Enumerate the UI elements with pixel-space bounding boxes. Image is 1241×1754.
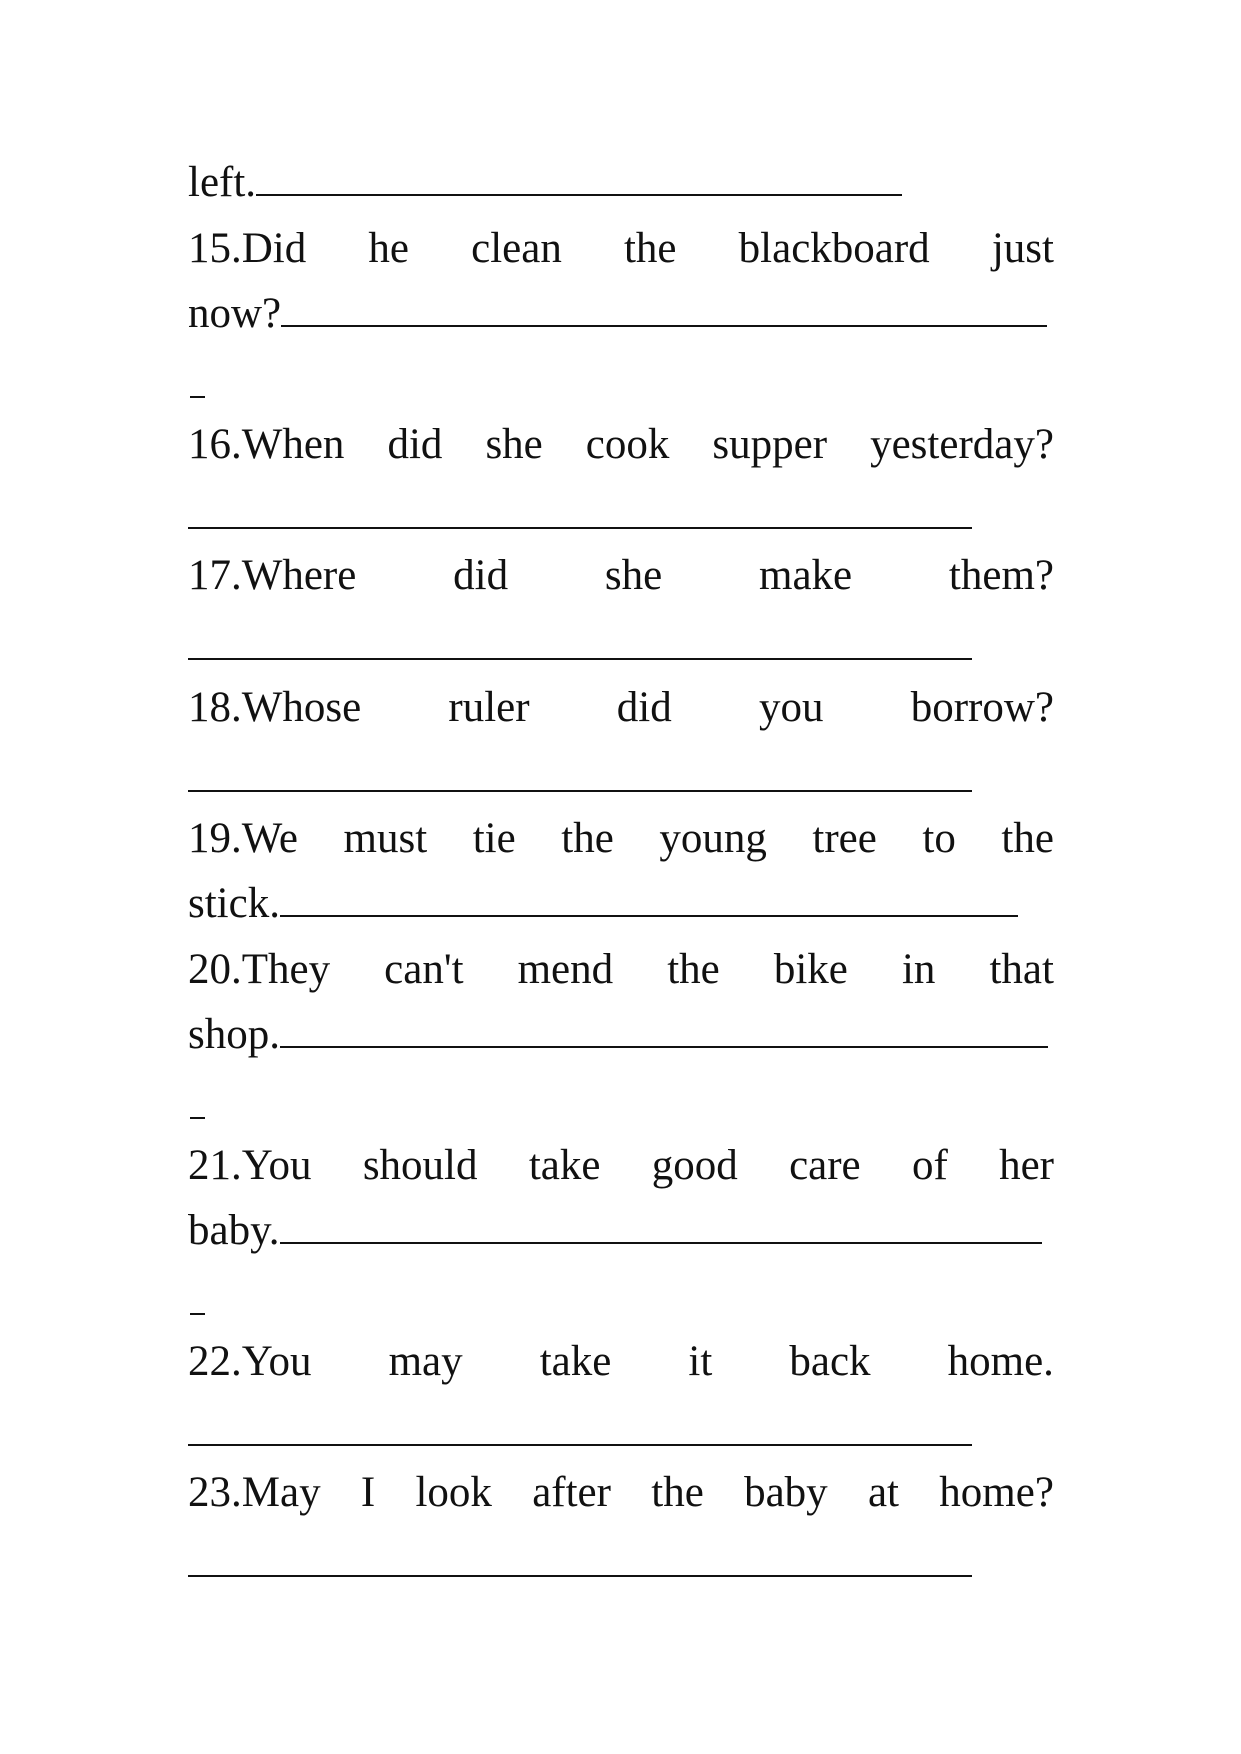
item-21-overflow-mark	[190, 1313, 205, 1315]
word: 20.They	[188, 946, 331, 993]
word: the	[667, 946, 720, 993]
word: he	[368, 225, 409, 272]
word: 17.Where	[188, 552, 357, 599]
word: bike	[773, 946, 848, 993]
item-15-question	[188, 224, 1054, 274]
item-15-overflow-mark	[190, 396, 205, 398]
item-19-tail: stick.	[188, 880, 280, 927]
word: her	[999, 1142, 1054, 1189]
item-19-answer-blank[interactable]	[280, 881, 1018, 917]
word: yesterday?	[870, 421, 1054, 468]
word: ruler	[448, 684, 530, 731]
word: clean	[471, 225, 562, 272]
item-17-question	[188, 551, 1054, 601]
word: must	[343, 815, 428, 862]
item-15-answer-line	[188, 289, 1054, 339]
word: blackboard	[738, 225, 930, 272]
word: I	[360, 1469, 376, 1516]
item-23-question	[188, 1468, 1054, 1518]
word: borrow?	[910, 684, 1054, 731]
word: young	[659, 815, 767, 862]
item-16-answer-blank[interactable]	[188, 527, 972, 529]
item-21-answer-line	[188, 1206, 1054, 1256]
item-19-question	[188, 814, 1054, 864]
word: did	[387, 421, 443, 468]
item-14-tail: left.	[188, 159, 257, 206]
word: just	[991, 225, 1054, 272]
word: did	[453, 552, 509, 599]
word: did	[616, 684, 672, 731]
word: may	[388, 1338, 463, 1385]
item-17-answer-blank[interactable]	[188, 658, 972, 660]
item-18-question	[188, 683, 1054, 733]
item-15-tail: now?	[188, 290, 282, 337]
word: home.	[947, 1338, 1054, 1385]
word: after	[532, 1469, 611, 1516]
item-20-tail: shop.	[188, 1011, 280, 1058]
word: take	[539, 1338, 612, 1385]
word: care	[789, 1142, 861, 1189]
item-22-answer-blank[interactable]	[188, 1444, 972, 1446]
item-21-question	[188, 1141, 1054, 1191]
word: can't	[384, 946, 464, 993]
word: that	[989, 946, 1054, 993]
word: to	[922, 815, 956, 862]
word: at	[867, 1469, 899, 1516]
item-20-overflow-mark	[190, 1117, 205, 1119]
item-23-answer-blank[interactable]	[188, 1575, 972, 1577]
word: she	[604, 552, 663, 599]
word: 18.Whose	[188, 684, 362, 731]
word: the	[651, 1469, 704, 1516]
word: good	[651, 1142, 738, 1189]
word: 16.When	[188, 421, 345, 468]
word: them?	[948, 552, 1054, 599]
item-20-answer-blank[interactable]	[280, 1012, 1048, 1048]
word: it	[688, 1338, 713, 1385]
word: in	[901, 946, 936, 993]
word: of	[911, 1142, 948, 1189]
word: tree	[812, 815, 877, 862]
item-15-answer-blank[interactable]	[281, 291, 1047, 327]
word: 23.May	[188, 1469, 321, 1516]
item-20-answer-line	[188, 1010, 1054, 1060]
word: cook	[585, 421, 670, 468]
item-16-question	[188, 420, 1054, 470]
word: back	[789, 1338, 871, 1385]
word: look	[415, 1469, 492, 1516]
item-20-question	[188, 945, 1054, 995]
word: you	[758, 684, 824, 731]
word: 15.Did	[188, 225, 307, 272]
word: make	[759, 552, 853, 599]
item-22-question	[188, 1337, 1054, 1387]
word: 22.You	[188, 1338, 312, 1385]
word: the	[561, 815, 614, 862]
word: tie	[472, 815, 516, 862]
word: supper	[712, 421, 828, 468]
word: mend	[517, 946, 614, 993]
word: the	[623, 225, 677, 272]
item-19-answer-line	[188, 879, 1054, 929]
word: the	[1001, 815, 1054, 862]
word: should	[362, 1142, 478, 1189]
item-14-answer-blank[interactable]	[256, 160, 902, 196]
word: baby	[744, 1469, 828, 1516]
word: take	[528, 1142, 601, 1189]
item-14-answer-line	[188, 158, 1054, 208]
item-21-tail: baby.	[188, 1207, 280, 1254]
word: home?	[939, 1469, 1054, 1516]
word: 21.You	[188, 1142, 312, 1189]
word: she	[485, 421, 543, 468]
word: 19.We	[188, 815, 298, 862]
item-21-answer-blank[interactable]	[280, 1208, 1042, 1244]
item-18-answer-blank[interactable]	[188, 790, 972, 792]
